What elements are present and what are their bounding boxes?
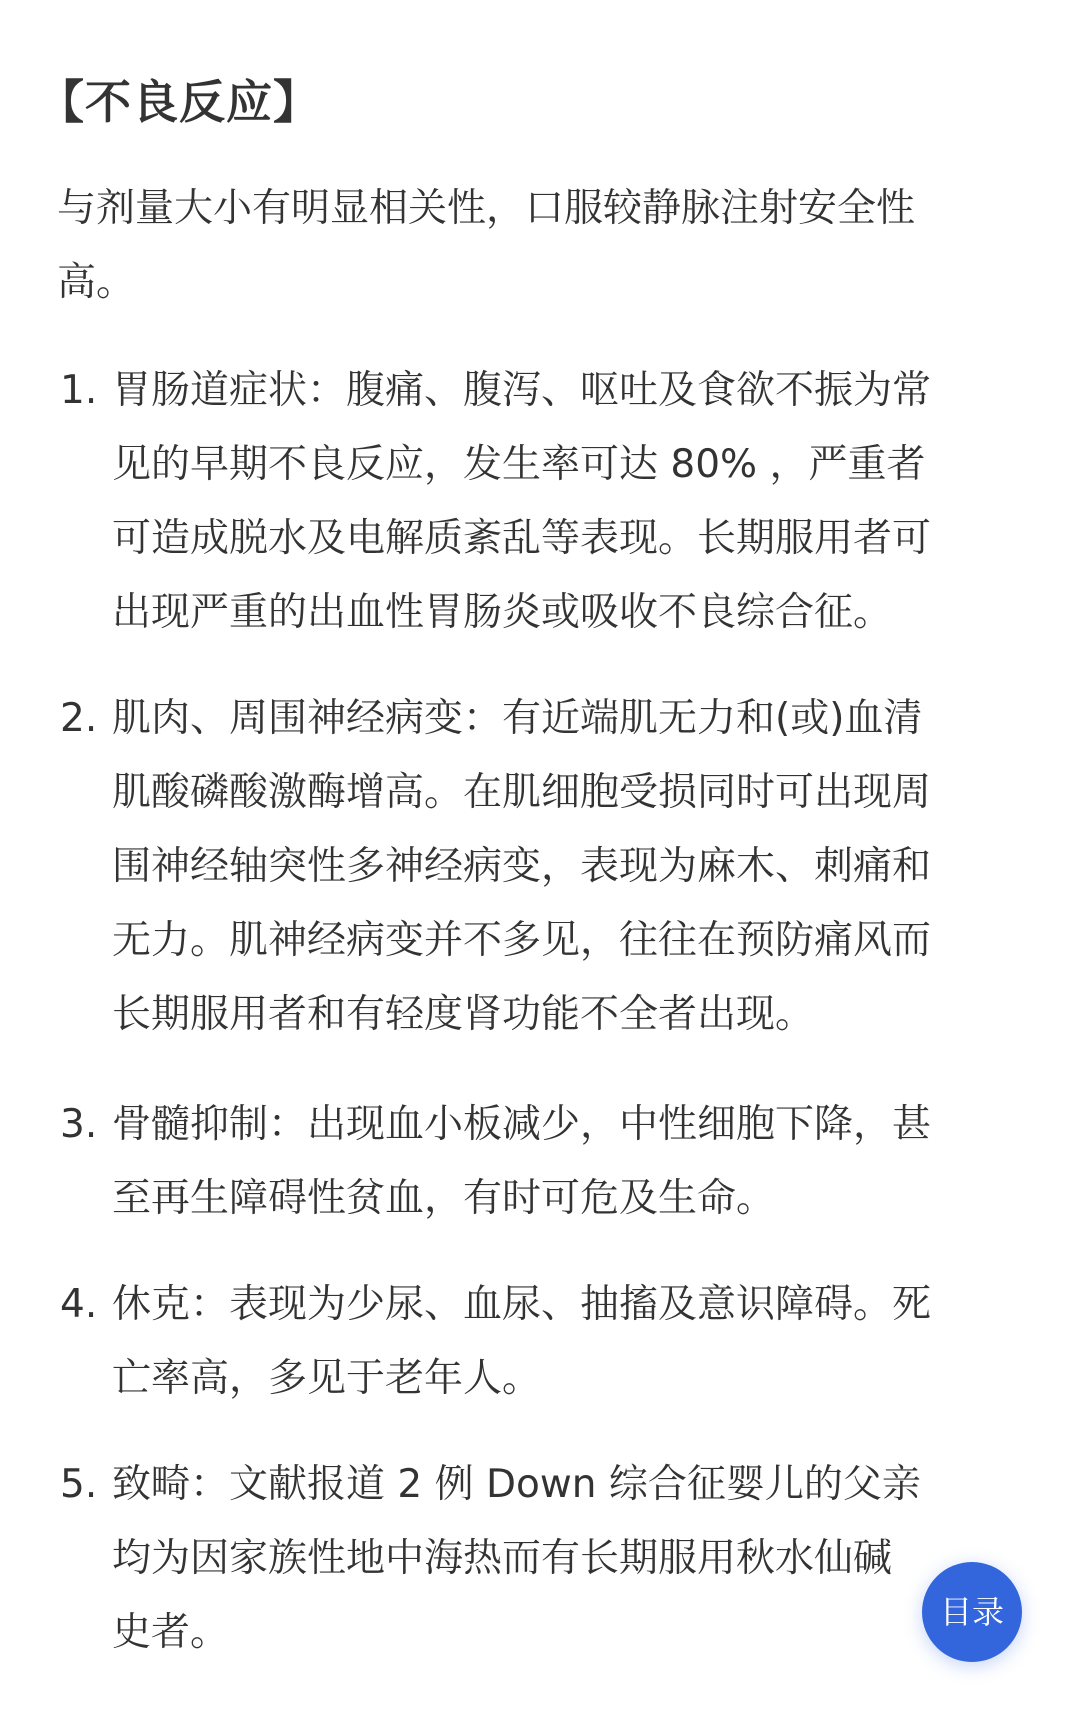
table-of-contents-button[interactable] — [922, 1562, 1022, 1662]
list-item-line: 亡率高，多见于老年人。 — [112, 1356, 542, 1401]
list-item-body — [112, 354, 1042, 650]
intro-paragraph — [57, 172, 1037, 320]
list-item-line: 骨髓抑制：出现血小板减少，中性细胞下降，甚 — [112, 1102, 932, 1147]
list-item-number: 4. — [60, 1282, 98, 1327]
list-item-line: 至再生障碍性贫血，有时可危及生命。 — [112, 1176, 776, 1221]
list-item-number: 1. — [60, 368, 98, 413]
list-item-number: 5. — [60, 1462, 98, 1507]
list-item-number: 2. — [60, 696, 98, 741]
list-item-line: 长期服用者和有轻度肾功能不全者出现。 — [112, 992, 815, 1037]
intro-line: 高。 — [57, 260, 136, 305]
list-item-body — [112, 1088, 1042, 1236]
list-item-line: 肌肉、周围神经病变：有近端肌无力和(或)血清 — [112, 696, 923, 741]
list-item-line: 休克：表现为少尿、血尿、抽搐及意识障碍。死 — [112, 1282, 932, 1327]
list-item-body — [112, 1268, 1042, 1416]
list-item-line: 肌酸磷酸激酶增高。在肌细胞受损同时可出现周 — [112, 770, 932, 815]
list-item-line: 围神经轴突性多神经病变，表现为麻木、刺痛和 — [112, 844, 932, 889]
list-item-line: 致畸：文献报道 2 例 Down 综合征婴儿的父亲 — [112, 1462, 921, 1507]
list-item-body — [112, 1448, 1042, 1670]
list-item-line: 胃肠道症状：腹痛、腹泻、呕吐及食欲不振为常 — [112, 368, 932, 413]
list-item-line: 均为因家族性地中海热而有长期服用秋水仙碱 — [112, 1536, 893, 1581]
list-item-line: 无力。肌神经病变并不多见，往往在预防痛风而 — [112, 918, 932, 963]
list-item-line: 史者。 — [112, 1610, 230, 1655]
list-item-line: 见的早期不良反应，发生率可达 80% ，严重者 — [112, 442, 926, 487]
list-item-line: 可造成脱水及电解质紊乱等表现。长期服用者可 — [112, 516, 932, 561]
list-item-line: 出现严重的出血性胃肠炎或吸收不良综合征。 — [112, 590, 893, 635]
list-item-body — [112, 682, 1042, 1052]
list-item-number: 3. — [60, 1102, 98, 1147]
section-title: 【不良反应】 — [38, 75, 320, 129]
toc-button-label: 目录 — [939, 1593, 1004, 1631]
intro-line: 与剂量大小有明显相关性，口服较静脉注射安全性 — [57, 186, 916, 231]
